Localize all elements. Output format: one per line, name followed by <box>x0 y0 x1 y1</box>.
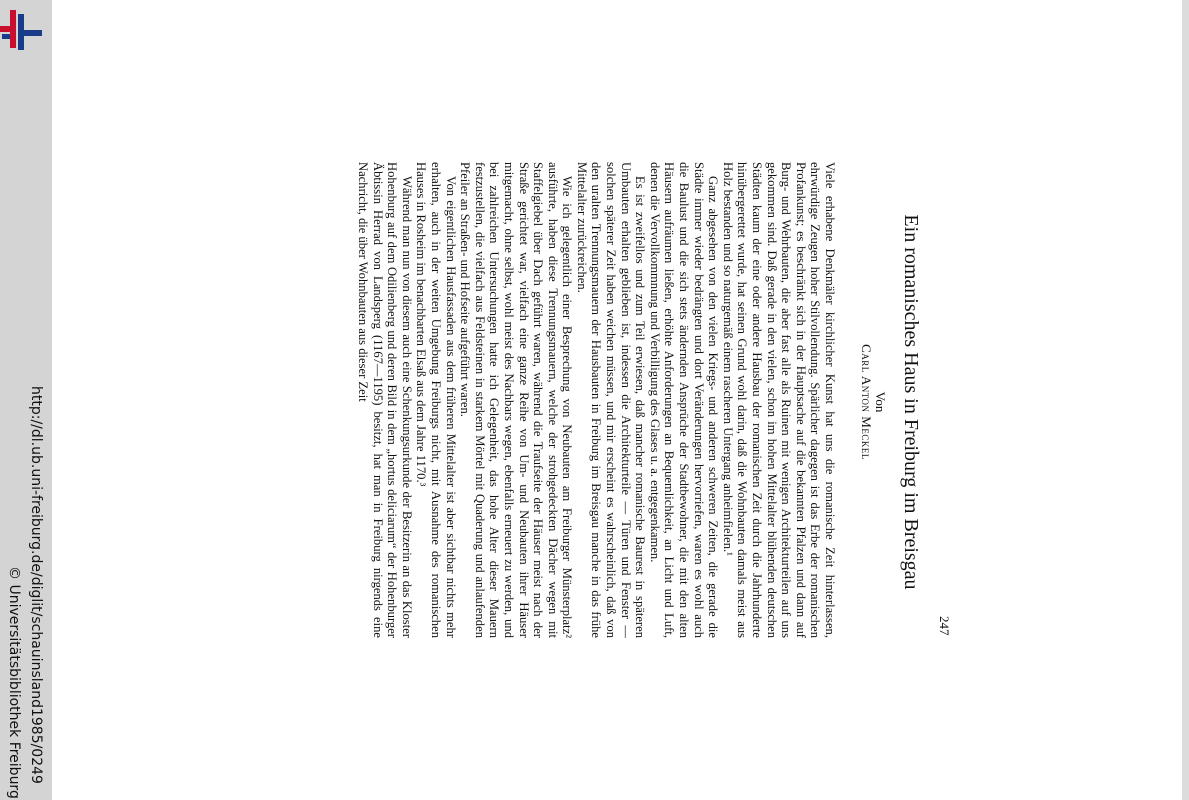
paragraph: Es ist zweifellos und zum Teil erwiesen, daß mancher romanische Baurest in späteren Umbauten erhalten geblieben ist, indessen die Architekturteile — Türen und Fenster — solchen späterer Zeit haben weichen müssen, und mir erscheint es wahrscheinlich, daß von den uralten Trennungsmauern der Hausbauten in Freiburg im Breisgau manche in das frühe Mittelalter zurückreichen. <box>574 162 648 638</box>
university-logo-icon <box>0 8 44 52</box>
document-url[interactable]: http://dl.ub.uni-freiburg.de/diglit/schauinsland1985/0249 <box>28 386 44 784</box>
paragraph: Ganz abgesehen von den vielen Kriegs- und anderen schweren Zeiten, die gerade die Städte immer wieder bedrängten und dort Veränderungen hervorriefen, waren es wohl auch die Baulust und die sich stets ändernden Ansprüche der Stadtbewohner, die mit den alten Häusern aufräumen ließen, erhöhte Anforderungen an Bequemlichkeit, an Licht und Luft, denen die Vervollkommnung und Verbilligung des Glases u. a. entgegenkamen. <box>647 162 721 638</box>
page-number: 247 <box>937 616 952 636</box>
article-title: Ein romanisches Haus in Freiburg im Breisgau <box>900 214 922 590</box>
paragraph: Viele erhabene Denkmäler kirchlicher Kunst hat uns die romanische Zeit hinterlassen, ehrwürdige Zeugen hoher Stilvollendung. Spärlicher dagegen ist das Erbe der romanischen Profankunst; es beschränkt sich in der Hauptsache auf die bekannten Pfalzen und dann auf Burg- und Wehrbauten, die aber fast alle als Ruinen mit wenigen Architekturteilen auf uns gekommen sind. Daß gerade in den vielen, schon im hohen Mittelalter blühenden deutschen Städten kaum der eine oder andere Hausbau der romanischen Zeit durch die Jahrhunderte hinübergerettet wurde, hat seinen Grund wohl darin, daß die Wohnbauten damals meist aus Holz bestanden und so naturgemäß einem rascheren Untergang anheimfielen.¹ <box>720 162 837 638</box>
paragraph: Von eigentlichen Hausfassaden aus dem früheren Mittelalter ist aber sichtbar nichts mehr erhalten, auch in der weiten Umgebung Freiburgs nicht, mit Ausnahme des romanischen Hauses in Rosheim im benachbarten Elsaß aus dem Jahre 1170.³ <box>414 162 458 638</box>
article-body <box>267 162 837 638</box>
paragraph: Während man nun von diesem auch eine Schenkungsurkunde der Besitzerin an das Kloster Hohenburg auf dem Odilienberg und deren Bild in dem „hortus deliciarum“ der Hohenburger Äbtissin Herrad von Landsperg (1167—1195) besitzt, hat man in Freiburg nirgends eine Nachricht, die über Wohnbauten aus dieser Zeit <box>356 162 414 638</box>
byline: Von <box>873 391 888 413</box>
page-edge <box>1182 0 1189 800</box>
sidebar <box>0 0 52 800</box>
document-page <box>255 150 955 650</box>
paragraph: Wie ich gelegentlich einer Besprechung von Neubauten am Freiburger Münsterplatz² ausführte, haben diese Trennungsmauern, welche der strohgedeckten Dächer wegen mit Staffelgiebel über Dach geführt waren, während die Traufseite der Häuser meist nach der Straße gerichtet war, vielfach eine ganze Reihe von Um- und Neubauten ihrer Häuser mitgemacht, ohne selbst, wohl meist des Nachbars wegen, ebenfalls erneuert zu werden, und bei zahlreichen Untersuchungen hatte ich Gelegenheit, das hohe Alter dieser Mauern festzustellen, die vielfach aus Feldsteinen in starkem Mörtel mit Quaderung und anlaufenden Pfeiler an Straßen- und Hofseite aufgeführt waren. <box>458 162 575 638</box>
copyright-notice: © Universitätsbibliothek Freiburg <box>6 566 22 799</box>
author-name: Carl Anton Meckel <box>859 344 874 460</box>
